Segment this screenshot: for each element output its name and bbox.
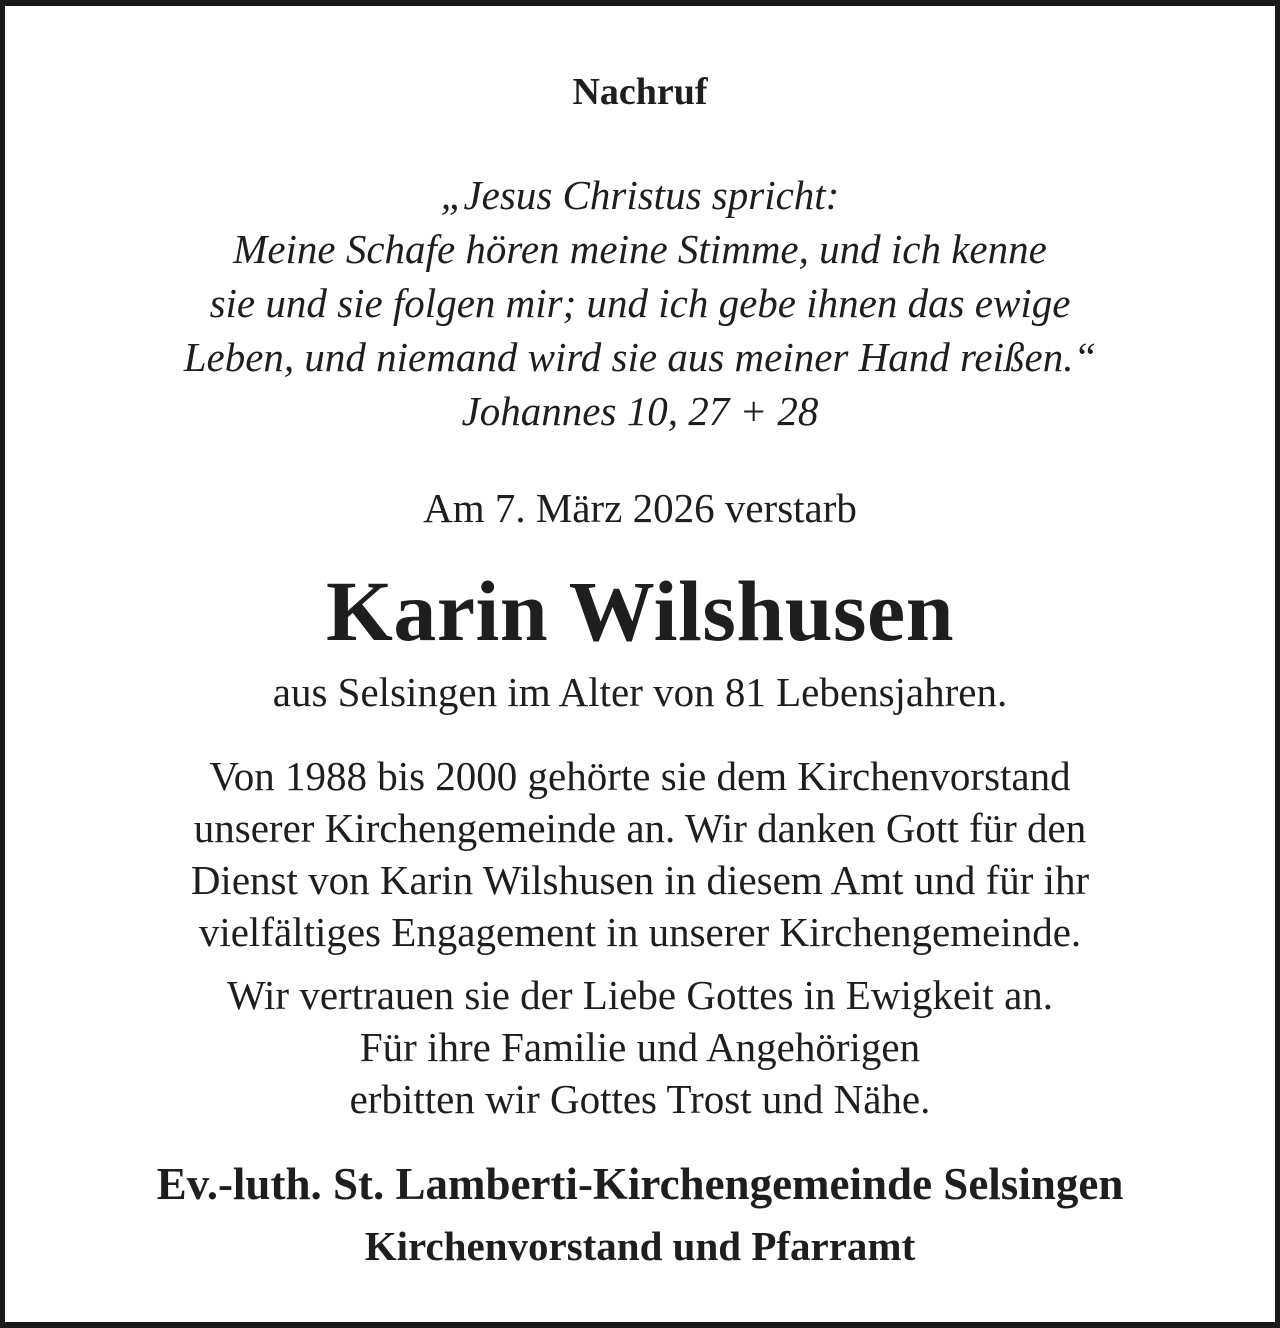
tribute-paragraph (5, 750, 1275, 958)
verse-line: Meine Schafe hören meine Stimme, und ich kenne (233, 226, 1047, 272)
signature-parish: Ev.-luth. St. Lamberti-Kirchengemeinde Selsingen (156, 1159, 1124, 1209)
blessing-line: Wir vertrauen sie der Liebe Gottes in Ewigkeit an. (226, 972, 1054, 1018)
signature-board: Kirchenvorstand und Pfarramt (364, 1223, 916, 1269)
tribute-line: Von 1988 bis 2000 gehörte sie dem Kirchenvorstand (209, 753, 1071, 799)
tribute-line: Dienst von Karin Wilshusen in diesem Amt und für ihr (190, 857, 1090, 903)
verse-line: „Jesus Christus spricht: (440, 172, 840, 218)
notice-heading: Nachruf (572, 71, 708, 113)
deceased-name: Karin Wilshusen (325, 563, 955, 659)
death-date-line: Am 7. März 2026 verstarb (423, 485, 857, 531)
verse-reference: Johannes 10, 27 + 28 (461, 388, 819, 434)
tribute-line: unserer Kirchengemeinde an. Wir danken Gott für den (193, 805, 1087, 851)
tribute-line: vielfältiges Engagement in unserer Kirchengemeinde. (198, 909, 1082, 955)
bible-verse (5, 168, 1275, 438)
verse-line: Leben, und niemand wird sie aus meiner Hand reißen.“ (183, 334, 1097, 380)
verse-line: sie und sie folgen mir; und ich gebe ihnen das ewige (209, 280, 1071, 326)
origin-line: aus Selsingen im Alter von 81 Lebensjahren. (272, 669, 1008, 715)
blessing-line: erbitten wir Gottes Trost und Nähe. (349, 1076, 931, 1122)
blessing-line: Für ihre Familie und Angehörigen (359, 1024, 921, 1070)
blessing-paragraph (5, 969, 1275, 1125)
